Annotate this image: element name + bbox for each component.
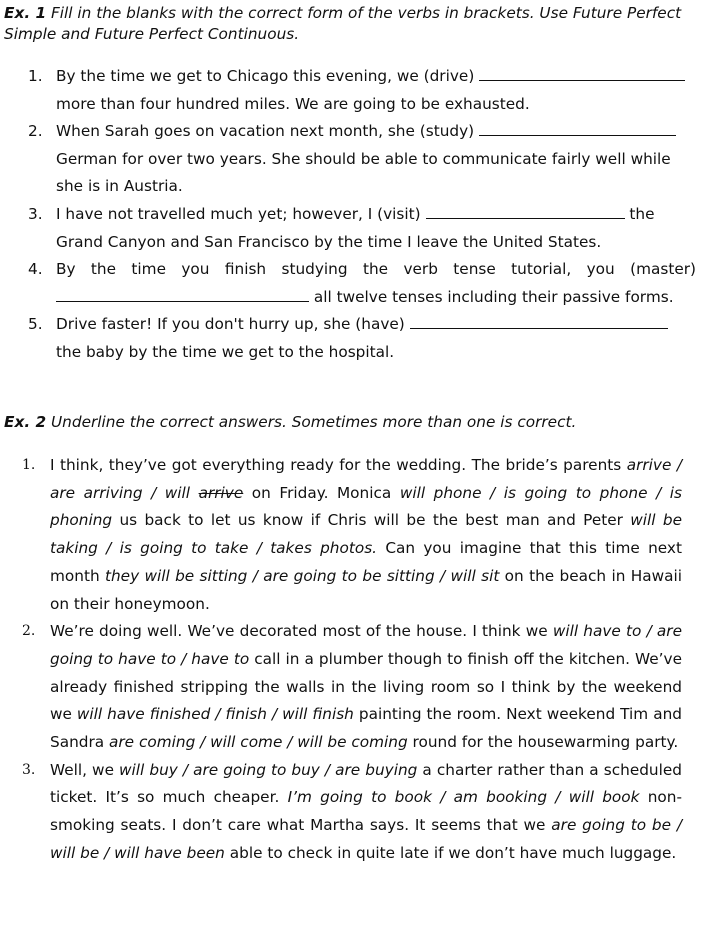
answer-options[interactable]: I’m going to book / am booking / will book xyxy=(287,788,640,807)
item-text: a charter rather than a scheduled ticket. It’s so much cheaper. xyxy=(50,760,683,807)
item-text-post: the Grand Canyon and San Francisco by the time I leave the United States. xyxy=(56,204,655,251)
item-text: call in a plumber though to finish off the kitchen. We’ve already finished stripping the walls in the living room so I think by the weekend we xyxy=(50,649,682,724)
item-number: 5. xyxy=(28,315,43,334)
answer-blank-4[interactable] xyxy=(56,285,309,302)
answer-blank-2[interactable] xyxy=(479,119,676,136)
ex2-item-2 xyxy=(22,618,682,757)
answer-options[interactable]: they will be sitting / are going to be sitting / will sit xyxy=(104,566,500,585)
item-text-pre: When Sarah goes on vacation next month, she (study) xyxy=(56,122,475,141)
ex2-instruction xyxy=(4,412,694,433)
item-text-post: the baby by the time we get to the hospital. xyxy=(56,342,395,361)
ex1-item-1 xyxy=(28,63,696,118)
item-number: 1. xyxy=(28,67,43,85)
item-number: 2. xyxy=(22,623,36,640)
ex2-item-1 xyxy=(22,452,682,618)
item-text-pre: By the time you finish studying the verb tense tutorial, you (master) xyxy=(56,260,696,279)
answer-options[interactable]: will phone / is going to phone / is phoning xyxy=(50,483,682,530)
answer-options[interactable]: will be taking / is going to take / takes photos. xyxy=(50,511,682,558)
item-text: on the beach in Hawaii on their honeymoon. xyxy=(50,566,682,613)
answer-options[interactable]: will have to / are going to have to / have to xyxy=(50,622,682,668)
ex1-instruction xyxy=(4,3,684,45)
crossed-out-option[interactable]: arrive xyxy=(198,483,244,502)
item-number: 1. xyxy=(22,457,36,473)
answer-options[interactable]: will have finished / finish / will finish xyxy=(76,705,354,724)
answer-options[interactable]: are coming / will come / will be coming xyxy=(109,733,408,752)
item-text: We’re doing well. We’ve decorated most of the house. I think we xyxy=(50,622,553,641)
item-text-post: more than four hundred miles. We are going to be exhausted. xyxy=(56,94,530,113)
item-text: us back to let us know if Chris will be the best man and Peter xyxy=(112,511,631,530)
answer-options[interactable]: will buy / are going to buy / are buying xyxy=(119,760,418,779)
item-text: painting the room. Next weekend Tim and Sandra xyxy=(50,705,682,752)
ex1-item-3 xyxy=(28,201,696,256)
ex2-item-3 xyxy=(22,757,682,868)
answer-options[interactable]: arrive / are arriving / will xyxy=(50,456,682,502)
item-text: non- smoking seats. I don’t care what Martha says. It seems that we xyxy=(50,788,682,835)
ex1-list xyxy=(28,63,696,367)
ex1-item-2 xyxy=(28,118,696,201)
item-text: able to check in quite late if we don’t have much luggage. xyxy=(224,843,677,862)
ex2-instruction-text: Underline the correct answers. Sometimes more than one is correct. xyxy=(50,413,577,431)
item-text: round for the housewarming party. xyxy=(407,733,679,752)
item-text: Well, we xyxy=(50,760,120,779)
item-text-pre: I have not travelled much yet; however, I (visit) xyxy=(56,204,421,223)
item-number: 3. xyxy=(22,761,36,778)
item-number: 2. xyxy=(28,122,43,141)
item-number: 3. xyxy=(28,204,43,223)
item-text-pre: Drive faster! If you don't hurry up, she (have) xyxy=(56,315,405,334)
item-text: I think, they’ve got everything ready for the wedding. The bride’s parents xyxy=(50,456,627,474)
item-text-pre: By the time we get to Chicago this evening, we (drive) xyxy=(56,67,475,85)
item-text-post: all twelve tenses including their passive forms. xyxy=(313,287,674,306)
ex1-instruction-text: Fill in the blanks with the correct form of the verbs in brackets. Use Future Perfect Simple and Future Perfect Continuous. xyxy=(4,4,682,43)
item-text-post: German for over two years. She should be able to communicate fairly well while she is in Austria. xyxy=(56,149,671,196)
ex2-list xyxy=(22,452,682,868)
ex2-label: Ex. 2 xyxy=(4,413,47,431)
item-text: on Friday. Monica xyxy=(243,483,400,502)
answer-blank-3[interactable] xyxy=(426,202,625,219)
item-text: Can you imagine that this time next month xyxy=(50,539,682,585)
item-number: 4. xyxy=(28,260,43,279)
answer-blank-1[interactable] xyxy=(479,64,685,81)
ex1-label: Ex. 1 xyxy=(4,4,47,22)
answer-blank-5[interactable] xyxy=(410,312,668,329)
answer-options[interactable]: are going to be / will be / will have been xyxy=(50,816,682,862)
ex1-item-4 xyxy=(28,256,696,311)
ex1-item-5 xyxy=(28,311,696,366)
